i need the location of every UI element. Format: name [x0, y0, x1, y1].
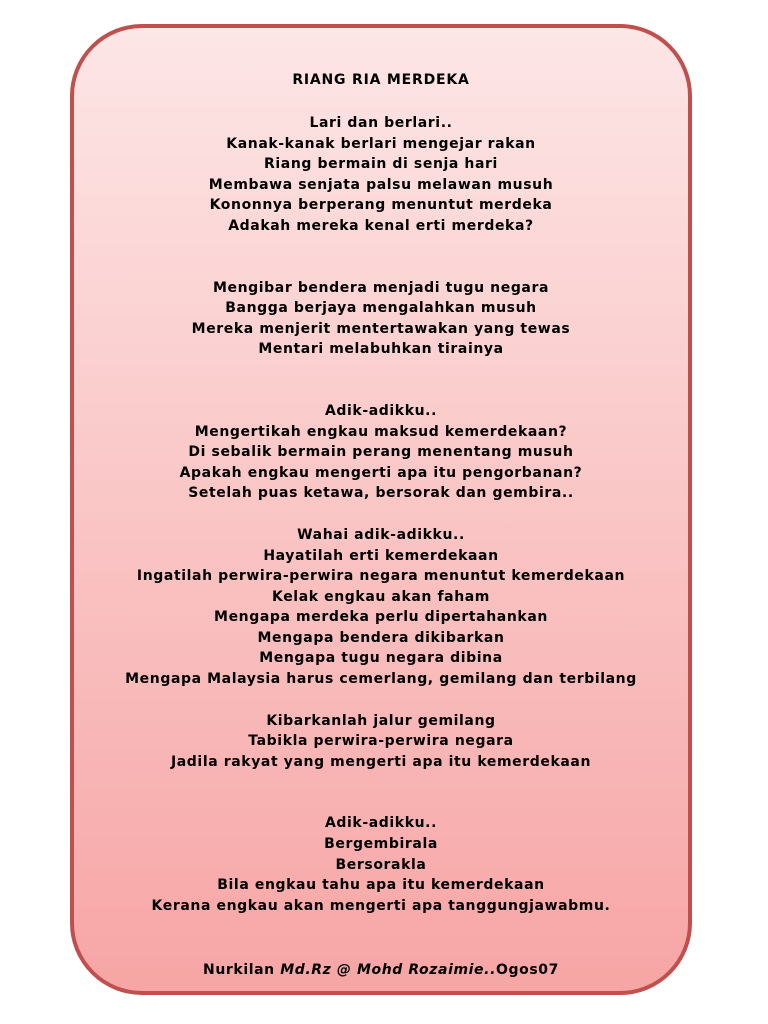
stanza-1 — [74, 113, 688, 237]
poem-line: Mengertikah engkau maksud kemerdekaan? — [194, 423, 568, 440]
poem-body — [74, 70, 688, 916]
poem-line: Kerana engkau akan mengerti apa tanggungjawabmu. — [151, 897, 611, 914]
stanza-3 — [74, 401, 688, 504]
poem-line: Bersorakla — [335, 856, 427, 873]
poem-line: Kelak engkau akan faham — [272, 588, 490, 605]
poem-line: Membawa senjata palsu melawan musuh — [208, 176, 554, 193]
credit-prefix: Nurkilan — [203, 962, 281, 978]
poem-line: Mengapa merdeka perlu dipertahankan — [214, 609, 548, 626]
stanza-2 — [74, 278, 688, 360]
stanza-4 — [74, 525, 688, 690]
credit-suffix: Ogos07 — [496, 962, 559, 978]
stanza-gap — [74, 237, 688, 278]
poem-line: Mengibar bendera menjadi tugu negara — [212, 279, 550, 296]
poem-line: Adakah mereka kenal erti merdeka? — [228, 217, 534, 234]
poem-line: Mengapa tugu negara dibina — [259, 650, 503, 667]
poem-line: Lari dan berlari.. — [309, 115, 453, 131]
poem-credit — [74, 962, 688, 978]
stanza-gap — [74, 360, 688, 401]
stanza-gap — [74, 772, 688, 813]
poem-line: Kononnya berperang menuntut merdeka — [209, 197, 553, 214]
poem-line: Bila engkau tahu apa itu kemerdekaan — [217, 877, 545, 894]
stanza-gap — [74, 690, 688, 711]
poem-line: Riang bermain di senja hari — [264, 156, 498, 173]
poem-line: Adik-adikku.. — [324, 402, 438, 419]
stanza-gap — [74, 504, 688, 525]
stanza-5 — [74, 711, 688, 773]
poem-line: Apakah engkau mengerti apa itu pengorbanan? — [179, 464, 583, 481]
poem-line: Kibarkanlah jalur gemilang — [266, 712, 496, 729]
stanza-6 — [74, 813, 688, 916]
poem-line: Mentari melabuhkan tirainya — [258, 341, 504, 358]
poem-line: Bergembirala — [324, 836, 438, 853]
poem-line: Kanak-kanak berlari mengejar rakan — [226, 135, 536, 152]
poem-line: Di sebalik bermain perang menentang musuh — [188, 444, 574, 461]
poem-line: Tabikla perwira-perwira negara — [248, 733, 514, 750]
credit-author: Md.Rz @ Mohd Rozaimie.. — [280, 962, 496, 978]
poem-line: Bangga berjaya mengalahkan musuh — [225, 300, 537, 317]
poem-line: Mereka menjerit mentertawakan yang tewas — [191, 320, 571, 337]
poem-line: Jadila rakyat yang mengerti apa itu kemerdekaan — [170, 753, 592, 770]
poem-line: Mengapa bendera dikibarkan — [257, 629, 505, 646]
poem-title: RIANG RIA MERDEKA — [292, 72, 470, 88]
poem-line: Mengapa Malaysia harus cemerlang, gemilang dan terbilang — [125, 671, 637, 688]
poem-line: Hayatilah erti kemerdekaan — [263, 547, 499, 564]
poem-line: Adik-adikku.. — [324, 815, 438, 832]
poem-line: Wahai adik-adikku.. — [297, 526, 465, 543]
poem-line: Ingatilah perwira-perwira negara menuntut kemerdekaan — [136, 568, 626, 585]
poem-line: Setelah puas ketawa, bersorak dan gembira.. — [188, 485, 574, 502]
